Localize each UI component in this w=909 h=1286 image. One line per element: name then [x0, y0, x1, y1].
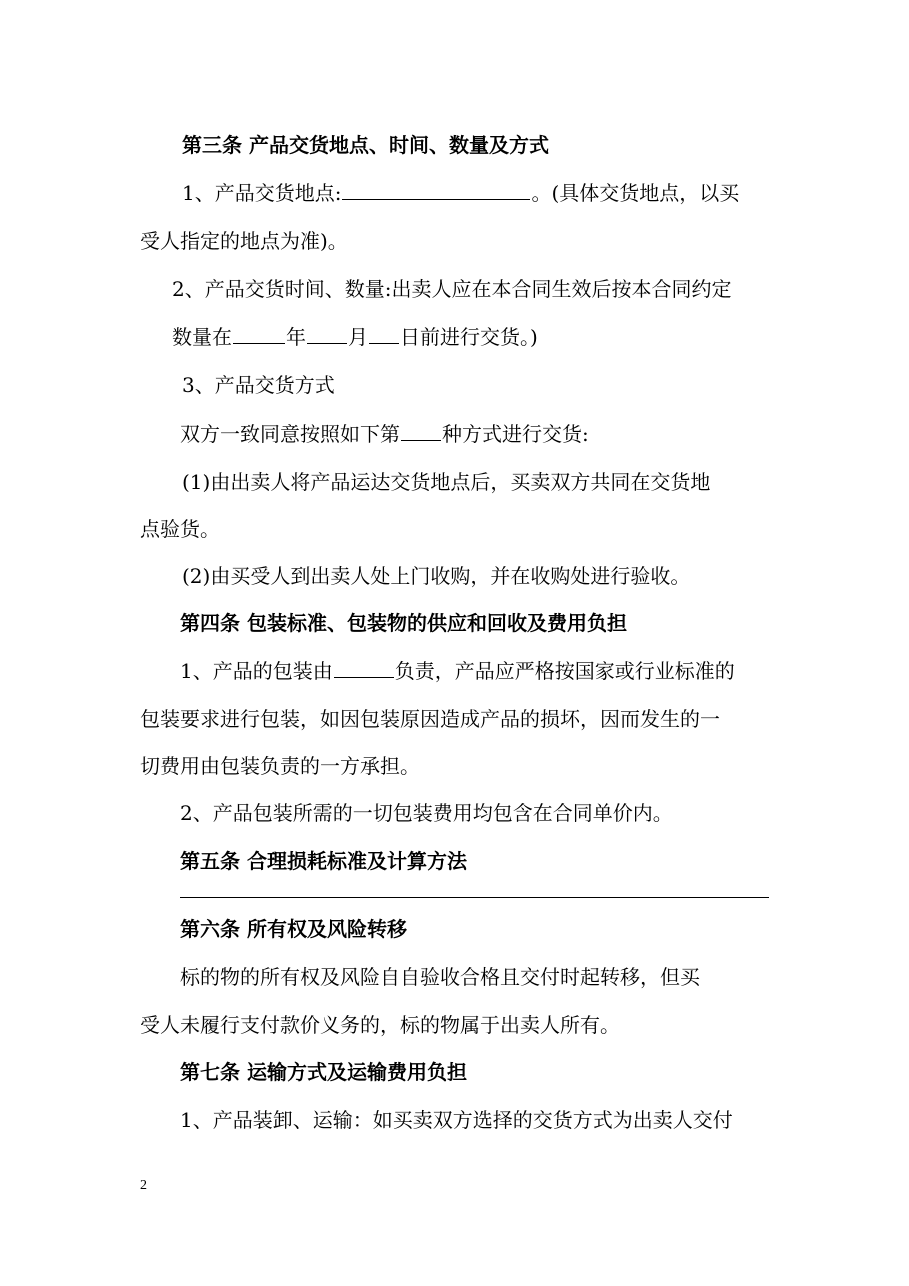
- article-3-option-1-line-2: 点验货。: [140, 517, 220, 541]
- article-3-clause-1-line-2: 受人指定的地点为准)。: [140, 229, 348, 253]
- article-3-heading: 第三条 产品交货地点、时间、数量及方式: [182, 133, 549, 157]
- article-6-heading: 第六条 所有权及风险转移: [180, 917, 407, 941]
- article-3-option-1-line-1: (1)由出卖人将产品运达交货地点后，买卖双方共同在交货地: [182, 470, 711, 494]
- delivery-method-blank[interactable]: [401, 421, 441, 441]
- article-3-clause-1-line-1: [182, 180, 739, 206]
- article-7-clause-1: 1、产品装卸、运输：如买卖双方选择的交货方式为出卖人交付: [180, 1108, 733, 1132]
- delivery-day-blank[interactable]: [369, 324, 399, 344]
- page-number: 2: [140, 1178, 147, 1193]
- clause-text: 月: [348, 325, 368, 349]
- article-3-delivery-method: [180, 421, 589, 447]
- article-4-clause-1-line-1: [180, 658, 735, 684]
- article-5-fill-in-line[interactable]: [180, 897, 769, 898]
- article-4-heading: 第四条 包装标准、包装物的供应和回收及费用负担: [180, 611, 627, 635]
- article-3-clause-2-line-1: 2、产品交货时间、数量:出卖人应在本合同生效后按本合同约定: [172, 277, 732, 301]
- article-3-clause-3: 3、产品交货方式: [182, 373, 335, 397]
- article-3-option-2: (2)由买受人到出卖人处上门收购，并在收购处进行验收。: [182, 564, 691, 588]
- delivery-year-blank[interactable]: [233, 324, 285, 344]
- article-5-heading: 第五条 合理损耗标准及计算方法: [180, 849, 467, 873]
- article-4-clause-1-line-2: 包装要求进行包装，如因包装原因造成产品的损坏，因而发生的一: [140, 707, 720, 731]
- clause-text: 种方式进行交货:: [442, 422, 589, 446]
- clause-text: 1、产品的包装由: [180, 659, 333, 683]
- clause-text: 负责，产品应严格按国家或行业标准的: [394, 659, 735, 683]
- article-4-clause-2: 2、产品包装所需的一切包装费用均包含在合同单价内。: [180, 801, 673, 825]
- article-6-paragraph-line-2: 受人未履行支付款价义务的，标的物属于出卖人所有。: [140, 1013, 620, 1037]
- clause-text: 。(具体交货地点，以买: [531, 181, 740, 205]
- packaging-party-blank[interactable]: [334, 658, 394, 678]
- article-4-clause-1-line-3: 切费用由包装负责的一方承担。: [140, 754, 420, 778]
- clause-text: 数量在: [172, 325, 232, 349]
- clause-text: 1、产品交货地点:: [182, 181, 342, 205]
- clause-text: 双方一致同意按照如下第: [180, 422, 400, 446]
- clause-text: 日前进行交货。): [400, 325, 538, 349]
- delivery-location-blank[interactable]: [342, 180, 530, 200]
- article-3-clause-2-line-2: [172, 324, 538, 350]
- clause-text: 年: [286, 325, 306, 349]
- delivery-month-blank[interactable]: [307, 324, 347, 344]
- article-7-heading: 第七条 运输方式及运输费用负担: [180, 1060, 467, 1084]
- article-6-paragraph-line-1: 标的物的所有权及风险自自验收合格且交付时起转移，但买: [180, 965, 700, 989]
